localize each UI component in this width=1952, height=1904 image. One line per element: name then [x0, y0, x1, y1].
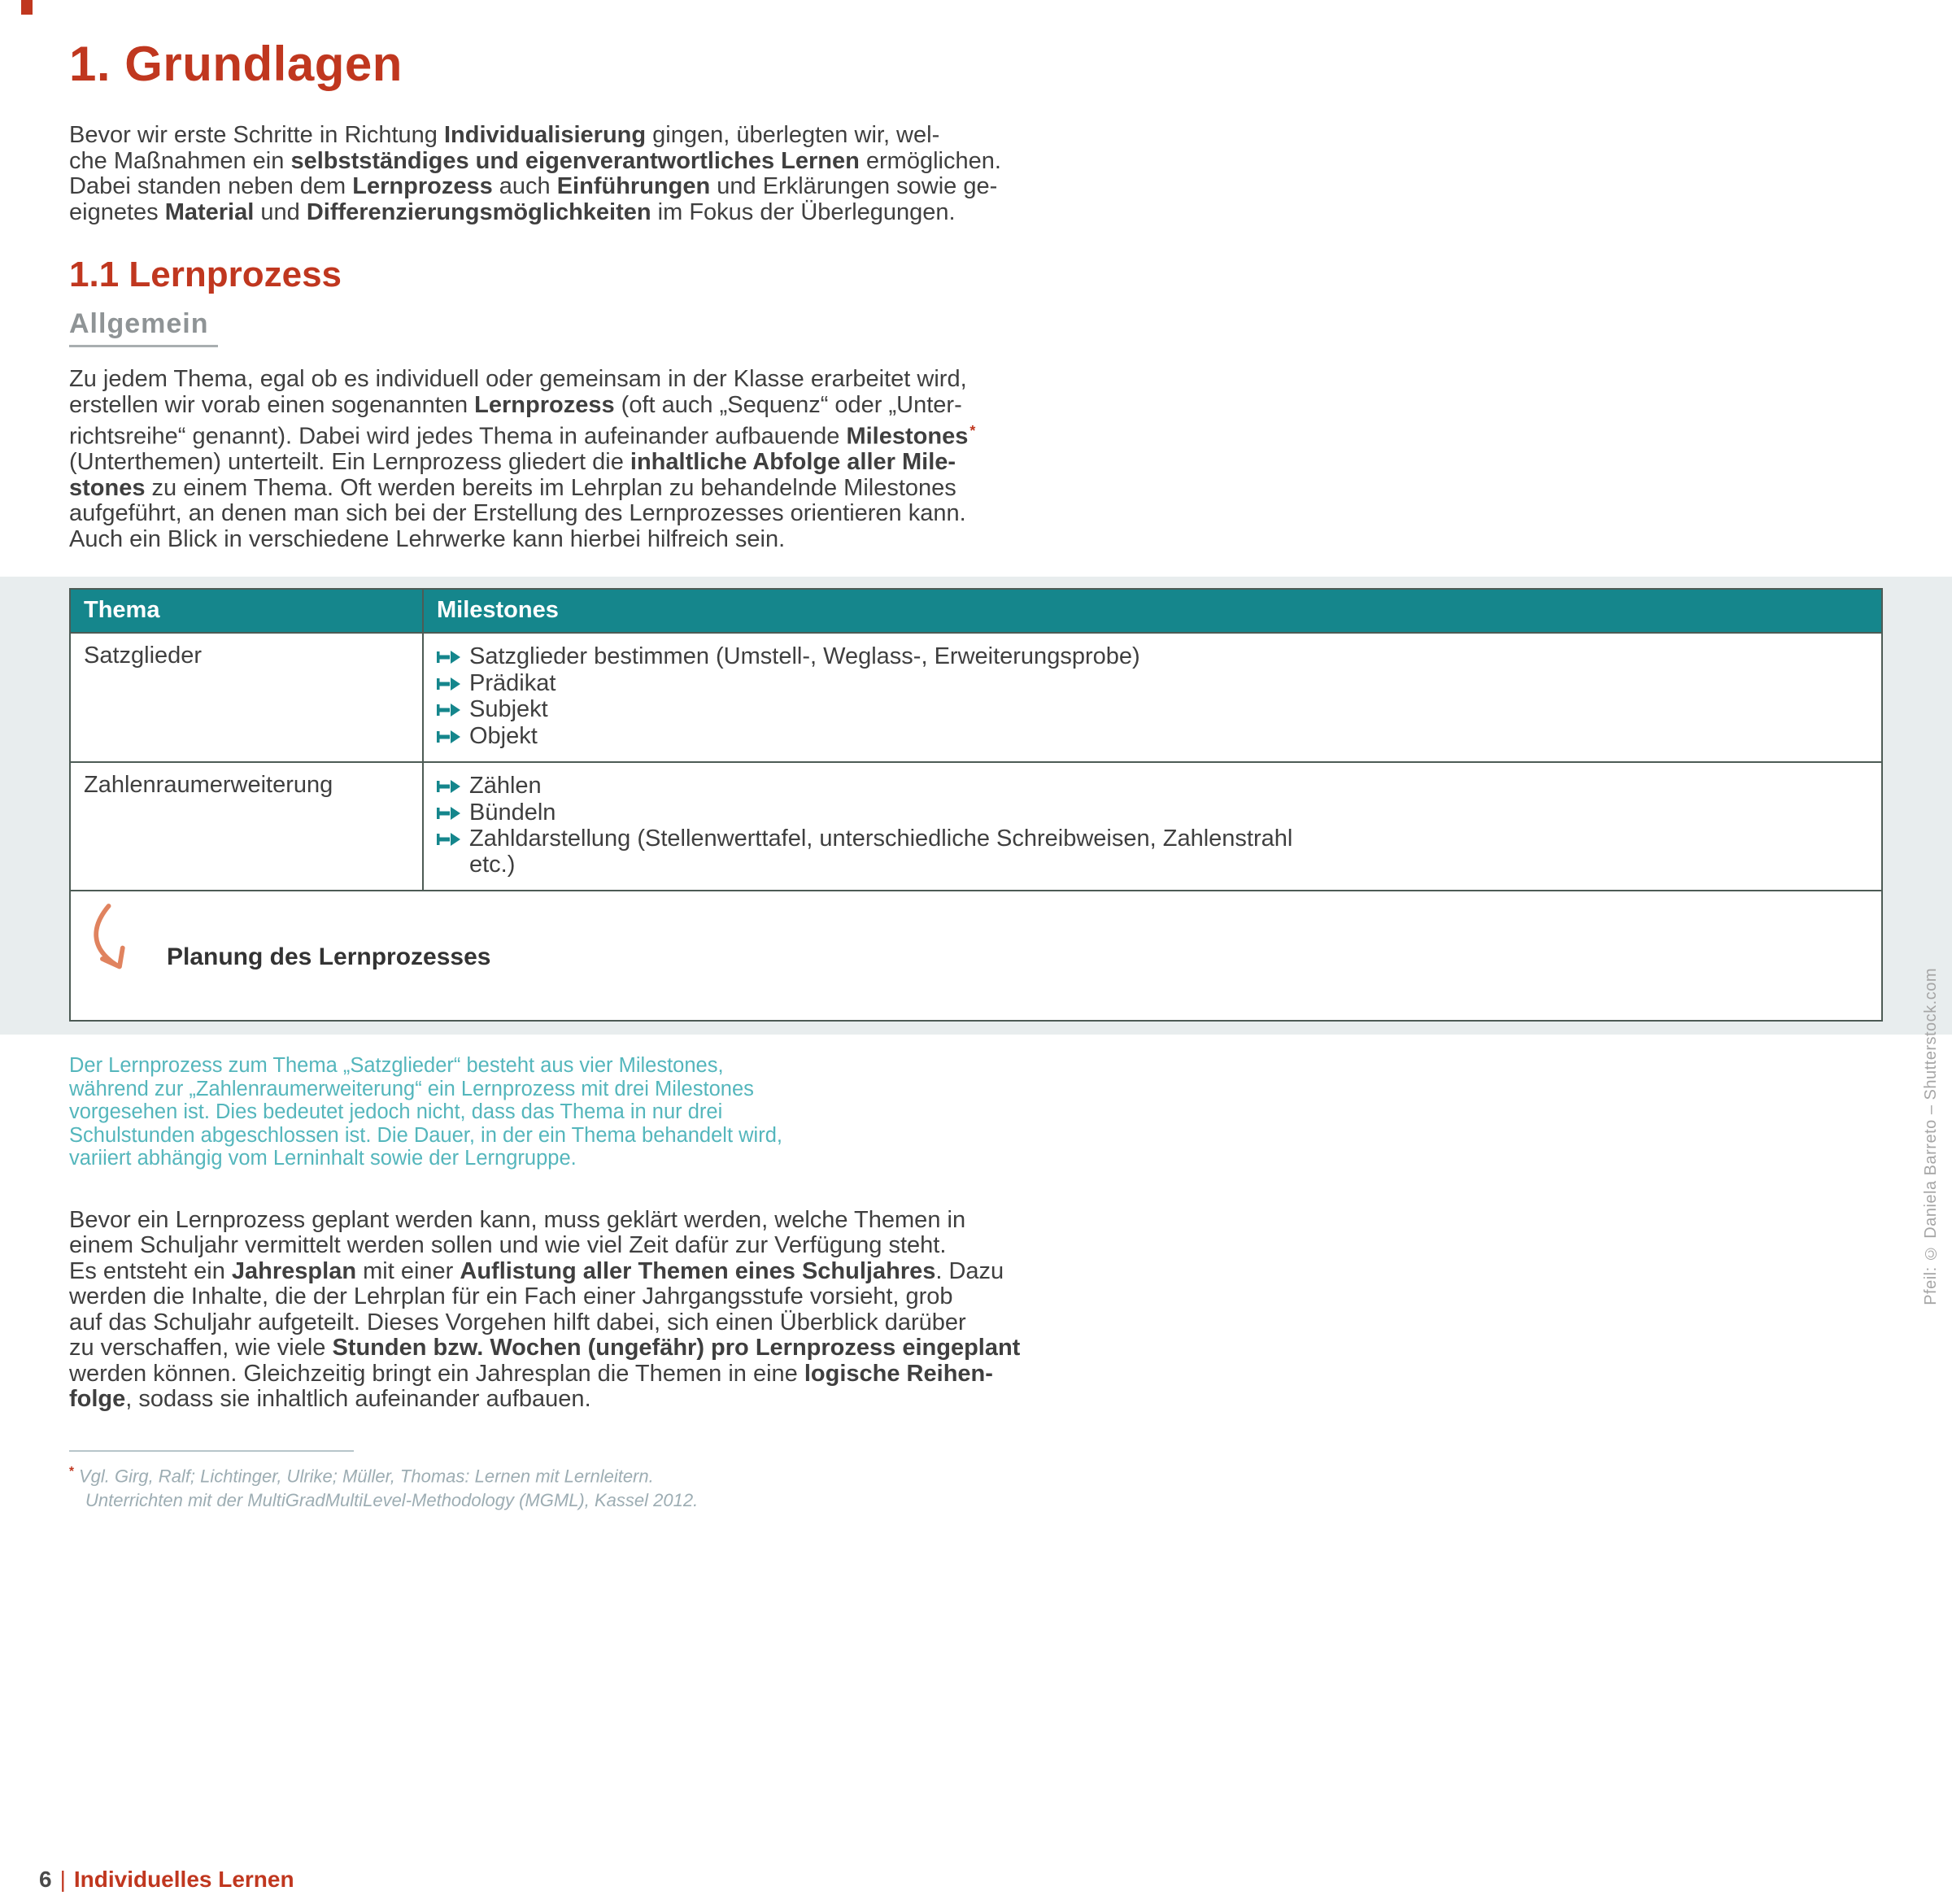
milestone-item	[437, 800, 1868, 826]
table-caption	[69, 1054, 1883, 1170]
milestone-text: Prädikat	[469, 669, 556, 696]
text-line: Es entsteht ein Jahresplan mit einer Auflistung aller Themen eines Schuljahres. Dazu	[69, 1257, 1004, 1284]
page-corner-mark	[21, 0, 33, 15]
milestone-item	[437, 644, 1868, 670]
footnote-rule	[69, 1450, 354, 1452]
text-line: einem Schuljahr vermittelt werden sollen und wie viel Zeit dafür zur Verfügung steht.	[69, 1232, 947, 1259]
text-line: stones zu einem Thema. Oft werden bereits im Lehrplan zu behandelnde Milestones	[69, 474, 956, 501]
milestone-item	[437, 826, 1868, 878]
milestone-item	[437, 773, 1868, 800]
milestone-arrow-icon	[437, 800, 461, 821]
table-row	[70, 633, 1882, 762]
milestone-text: Bündeln	[469, 799, 556, 826]
milestone-text: Objekt	[469, 722, 538, 749]
footer-separator: |	[59, 1867, 66, 1892]
table-band	[0, 577, 1952, 1035]
text-line: aufgeführt, an denen man sich bei der Erstellung des Lernprozesses orientieren kann.	[69, 500, 966, 527]
text-line: richtsreihe“ genannt). Dabei wird jedes Thema in aufeinander aufbauende Milestones *	[69, 422, 976, 450]
thema-cell: Zahlenraumerweiterung	[70, 762, 423, 891]
milestone-text: Subjekt	[469, 696, 548, 723]
lernprozess-table	[69, 588, 1883, 1022]
curved-arrow-icon	[84, 901, 154, 979]
caption-line: während zur „Zahlenraumerweiterung“ ein Lernprozess mit drei Milestones	[69, 1077, 754, 1100]
section-heading: 1.1 Lernprozess	[69, 255, 342, 294]
table-header-thema: Thema	[70, 589, 423, 633]
milestone-arrow-icon	[437, 671, 461, 691]
milestone-text: Zählen	[469, 773, 542, 800]
footnote-text: Vgl. Girg, Ralf; Lichtinger, Ulrike; Müller, Thomas: Lernen mit Lernleitern.	[79, 1465, 654, 1486]
page-number: 6	[39, 1867, 52, 1892]
footnote-line: Unterrichten mit der MultiGradMultiLevel-Methodology (MGML), Kassel 2012.	[85, 1489, 699, 1510]
milestone-item	[437, 671, 1868, 697]
arrow-cell	[70, 891, 1882, 1021]
milestones-cell	[423, 762, 1882, 891]
milestone-arrow-icon	[437, 644, 461, 664]
caption-line: variiert abhängig vom Lerninhalt sowie der Lerngruppe.	[69, 1147, 577, 1170]
text-line: folge, sodass sie inhaltlich aufeinander aufbauen.	[69, 1386, 591, 1413]
arrow-annotation	[84, 901, 1868, 979]
text-line: erstellen wir vorab einen sogenannten Lernprozess (oft auch „Sequenz“ oder „Unter-	[69, 391, 962, 418]
milestone-arrow-icon	[437, 724, 461, 744]
text-line: Bevor ein Lernprozess geplant werden kann, muss geklärt werden, welche Themen in	[69, 1206, 966, 1233]
text-line: che Maßnahmen ein selbstständiges und eigenverantwortliches Lernen ermöglichen.	[69, 147, 1001, 174]
footnote-line	[69, 1460, 1883, 1488]
page-footer	[39, 1867, 294, 1893]
milestone-item	[437, 724, 1868, 750]
subsection-heading: Allgemein	[69, 308, 218, 347]
text-line: werden können. Gleichzeitig bringt ein Jahresplan die Themen in eine logische Reihen-	[69, 1360, 993, 1387]
text-line: Bevor wir erste Schritte in Richtung Individualisierung gingen, überlegten wir, wel-	[69, 122, 940, 148]
intro-paragraph	[69, 123, 1883, 225]
text-line: Auch ein Blick in verschiedene Lehrwerke kann hierbei hilfreich sein.	[69, 525, 786, 552]
thema-cell: Satzglieder	[70, 633, 423, 762]
footnote-marker: *	[69, 1464, 74, 1479]
milestone-text: Satzglieder bestimmen (Umstell-, Weglass-, Erweiterungsprobe)	[469, 643, 1140, 670]
caption-line: vorgesehen ist. Dies bedeutet jedoch nicht, dass das Thema in nur drei	[69, 1100, 723, 1124]
text-line: eignetes Material und Differenzierungsmöglichkeiten im Fokus der Überlegungen.	[69, 198, 956, 225]
table-row-arrow	[70, 891, 1882, 1021]
milestone-item	[437, 697, 1868, 723]
subsection-heading-wrap	[69, 308, 1952, 347]
text-line: auf das Schuljahr aufgeteilt. Dieses Vorgehen hilft dabei, sich einen Überblick darüber	[69, 1309, 966, 1335]
text-line: Zu jedem Thema, egal ob es individuell oder gemeinsam in der Klasse erarbeitet wird,	[69, 366, 967, 392]
milestone-text: Zahldarstellung (Stellenwerttafel, unterschiedliche Schreibweisen, Zahlenstrahl etc.)	[469, 826, 1293, 878]
chapter-heading: 1. Grundlagen	[69, 37, 403, 91]
text-line: Dabei standen neben dem Lernprozess auch Einführungen und Erklärungen sowie ge-	[69, 173, 998, 199]
image-credit: Pfeil: © Daniela Barreto – Shutterstock.com	[1922, 968, 1940, 1305]
arrow-label: Planung des Lernprozesses	[167, 943, 491, 970]
text-line: zu verschaffen, wie viele Stunden bzw. Wochen (ungefähr) pro Lernprozess eingeplant	[69, 1335, 1021, 1362]
milestone-arrow-icon	[437, 697, 461, 717]
milestone-arrow-icon	[437, 773, 461, 794]
caption-line: Schulstunden abgeschlossen ist. Die Dauer, in der ein Thema behandelt wird,	[69, 1123, 782, 1147]
footnote	[69, 1450, 1883, 1513]
caption-line: Der Lernprozess zum Thema „Satzglieder“ besteht aus vier Milestones,	[69, 1054, 724, 1078]
jahresplan-paragraph	[69, 1208, 1883, 1413]
table-header-milestones: Milestones	[423, 589, 1882, 633]
lernprozess-paragraph	[69, 367, 1883, 552]
text-line: (Unterthemen) unterteilt. Ein Lernprozess gliedert die inhaltliche Abfolge aller Mile-	[69, 449, 956, 476]
milestone-arrow-icon	[437, 826, 461, 847]
table-row	[70, 762, 1882, 891]
milestones-cell	[423, 633, 1882, 762]
text-line: werden die Inhalte, die der Lehrplan für ein Fach einer Jahrgangsstufe vorsieht, grob	[69, 1283, 953, 1310]
book-title: Individuelles Lernen	[73, 1867, 294, 1892]
table-header-row	[70, 589, 1882, 633]
